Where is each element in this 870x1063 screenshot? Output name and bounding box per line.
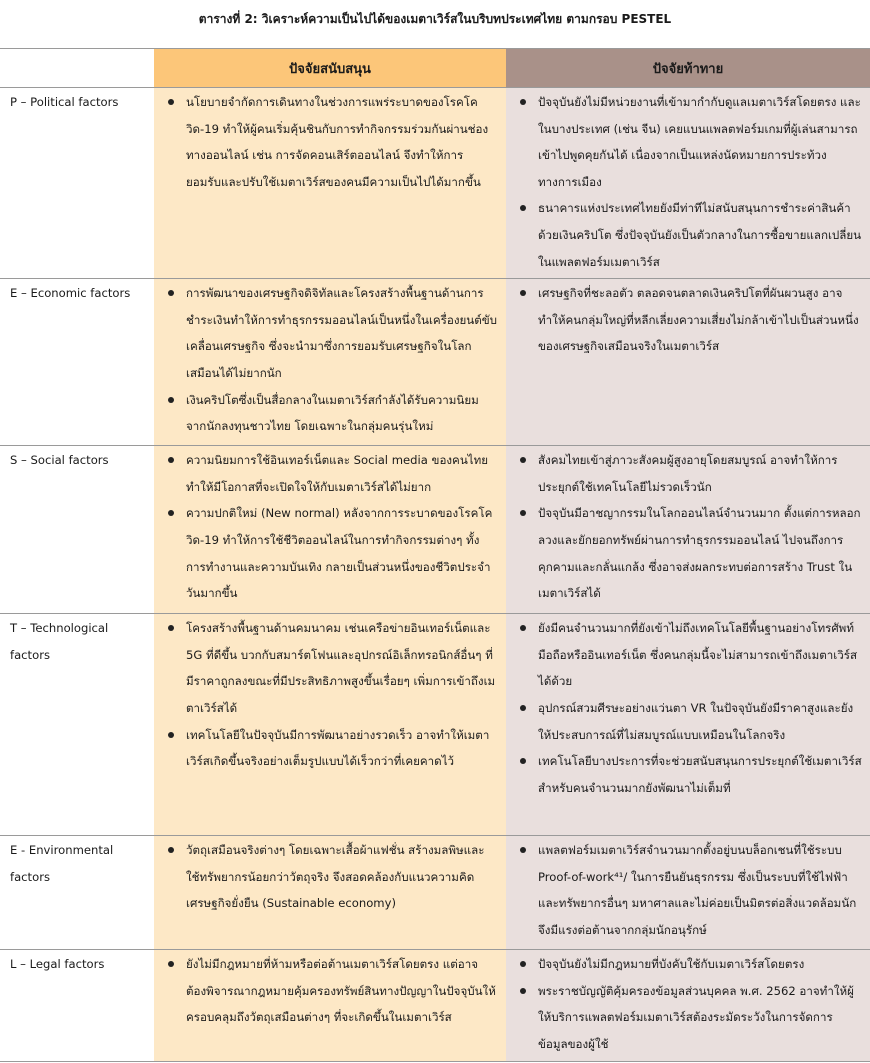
table-row-social [0, 446, 870, 614]
factor-cell: E – Economic factors [0, 279, 154, 446]
challenge-item: ยังมีคนจำนวนมากที่ยังเข้าไม่ถึงเทคโนโลยีพื้นฐานอย่างโทรศัพท์มือถือหรืออินเทอร์เน็ต ซึ่งคนกลุ่มนี้จะไม่สามารถเข้าถึงเมตาเวิร์สได้ด้วย [516, 615, 862, 695]
table-row-environmental [0, 836, 870, 950]
challenge-item: ปัจจุบันยังไม่มีหน่วยงานที่เข้ามากำกับดูแลเมตาเวิร์สโดยตรง และในบางประเทศ (เช่น จีน) เคยแบนแพลตฟอร์มเกมที่ผู้เล่นสามารถเข้าไปพูดคุยกันได้ เนื่องจากเป็นแหล่งนัดหมายการประท้วงทางการเมือง [516, 89, 862, 195]
header-row [0, 49, 870, 88]
factor-cell: E - Environmental factors [0, 836, 154, 950]
support-cell [154, 279, 506, 446]
factor-cell: T – Technological factors [0, 614, 154, 836]
support-cell [154, 88, 506, 279]
challenge-cell [506, 446, 870, 614]
challenge-item: อุปกรณ์สวมศีรษะอย่างแว่นตา VR ในปัจจุบันยังมีราคาสูงและยังให้ประสบการณ์ที่ไม่สมบูรณ์แบบเหมือนในโลกจริง [516, 695, 862, 748]
support-item: เทคโนโลยีในปัจจุบันมีการพัฒนาอย่างรวดเร็ว อาจทำให้เมตาเวิร์สเกิดขึ้นจริงอย่างเต็มรูปแบบได้เร็วกว่าที่เคยคาดไว้ [164, 722, 498, 775]
challenge-item: ปัจจุบันยังไม่มีกฎหมายที่บังคับใช้กับเมตาเวิร์สโดยตรง [516, 951, 862, 978]
challenge-cell [506, 88, 870, 279]
support-cell [154, 614, 506, 836]
support-item: ความปกติใหม่ (New normal) หลังจากการระบาดของโรคโควิด-19 ทำให้การใช้ชีวิตออนไลน์ในการทำกิจกรรมต่างๆ ทั้งการทำงานและความบันเทิง กลายเป็นส่วนหนึ่งของชีวิตประจำวันมากขึ้น [164, 500, 498, 606]
support-item: ยังไม่มีกฎหมายที่ห้ามหรือต่อต้านเมตาเวิร์สโดยตรง แต่อาจต้องพิจารณากฎหมายคุ้มครองทรัพย์สินทางปัญญาในปัจจุบันให้ครอบคลุมถึงวัตถุเสมือนต่างๆ ที่จะเกิดขึ้นในเมตาเวิร์ส [164, 951, 498, 1031]
support-cell [154, 950, 506, 1062]
factor-header [0, 49, 154, 88]
factor-cell: S – Social factors [0, 446, 154, 614]
challenge-cell [506, 614, 870, 836]
support-cell [154, 446, 506, 614]
pestel-table [0, 48, 870, 1062]
factor-cell: P – Political factors [0, 88, 154, 279]
support-item: นโยบายจำกัดการเดินทางในช่วงการแพร่ระบาดของโรคโควิด-19 ทำให้ผู้คนเริ่มคุ้นชินกับการทำกิจกรรมร่วมกันผ่านช่องทางออนไลน์ เช่น การจัดคอนเสิร์ตออนไลน์ จึงทำให้การยอมรับและปรับใช้เมตาเวิร์สของคนมีความเป็นไปได้มากขึ้น [164, 89, 498, 195]
support-item: เงินคริปโตซึ่งเป็นสื่อกลางในเมตาเวิร์สกำลังได้รับความนิยมจากนักลงทุนชาวไทย โดยเฉพาะในกลุ่มคนรุ่นใหม่ [164, 387, 498, 440]
table-row-economic [0, 279, 870, 446]
challenge-cell [506, 836, 870, 950]
challenge-item: สังคมไทยเข้าสู่ภาวะสังคมผู้สูงอายุโดยสมบูรณ์ อาจทำให้การประยุกต์ใช้เทคโนโลยีไม่รวดเร็วนัก [516, 447, 862, 500]
challenge-header: ปัจจัยท้าทาย [506, 49, 870, 88]
support-item: ความนิยมการใช้อินเทอร์เน็ตและ Social media ของคนไทย ทำให้มีโอกาสที่จะเปิดใจให้กับเมตาเวิร์สได้ไม่ยาก [164, 447, 498, 500]
challenge-item: เศรษฐกิจที่ชะลอตัว ตลอดจนตลาดเงินคริปโตที่ผันผวนสูง อาจทำให้คนกลุ่มใหญ่ที่หลีกเลี่ยงความเสี่ยงไม่กล้าเข้าไปเป็นส่วนหนึ่งของเศรษฐกิจเสมือนจริงในเมตาเวิร์ส [516, 280, 862, 360]
challenge-item: ธนาคารแห่งประเทศไทยยังมีท่าทีไม่สนับสนุนการชำระค่าสินค้าด้วยเงินคริปโต ซึ่งปัจจุบันยังเป็นตัวกลางในการซื้อขายแลกเปลี่ยนในแพลตฟอร์มเมตาเวิร์ส [516, 195, 862, 275]
factor-cell: L – Legal factors [0, 950, 154, 1062]
challenge-cell [506, 279, 870, 446]
table-row-political [0, 88, 870, 279]
challenge-item: แพลตฟอร์มเมตาเวิร์สจำนวนมากตั้งอยู่บนบล็อกเชนที่ใช้ระบบ Proof-of-work⁴¹/ ในการยืนยันธุรกรรม ซึ่งเป็นระบบที่ใช้ไฟฟ้าและทรัพยากรอื่นๆ มหาศาลและไม่ค่อยเป็นมิตรต่อสิ่งแวดล้อมนัก จึงมีแรงต่อต้านจากกลุ่มนักอนุรักษ์ [516, 837, 862, 943]
table-body [0, 88, 870, 1062]
support-header: ปัจจัยสนับสนุน [154, 49, 506, 88]
support-item: วัตถุเสมือนจริงต่างๆ โดยเฉพาะเสื้อผ้าแฟชั่น สร้างมลพิษและใช้ทรัพยากรน้อยกว่าวัตถุจริง จึงสอดคล้องกับแนวความคิดเศรษฐกิจยั่งยืน (Sustainable economy) [164, 837, 498, 917]
support-item: การพัฒนาของเศรษฐกิจดิจิทัลและโครงสร้างพื้นฐานด้านการชำระเงินทำให้การทำธุรกรรมออนไลน์เป็นหนึ่งในเครื่องยนต์ขับเคลื่อนเศรษฐกิจ ซึ่งจะนำมาซึ่งการยอมรับเศรษฐกิจในโลกเสมือนได้ไม่ยากนัก [164, 280, 498, 386]
challenge-cell [506, 950, 870, 1062]
table-row-legal [0, 950, 870, 1062]
support-cell [154, 836, 506, 950]
table-title: ตารางที่ 2: วิเคราะห์ความเป็นไปได้ของเมตาเวิร์สในบริบทประเทศไทย ตามกรอบ PESTEL [198, 12, 672, 26]
support-item: โครงสร้างพื้นฐานด้านคมนาคม เช่นเครือข่ายอินเทอร์เน็ตและ 5G ที่ดีขึ้น บวกกับสมาร์ตโฟนและอุปกรณ์อิเล็กทรอนิกส์อื่นๆ ที่มีราคาถูกลงขณะที่มีประสิทธิภาพสูงขึ้นเรื่อยๆ เพิ่มการเข้าถึงเมตาเวิร์สได้ [164, 615, 498, 721]
challenge-item: พระราชบัญญัติคุ้มครองข้อมูลส่วนบุคคล พ.ศ. 2562 อาจทำให้ผู้ให้บริการแพลตฟอร์มเมตาเวิร์สต้องระมัดระวังในการจัดการข้อมูลของผู้ใช้ [516, 978, 862, 1058]
table-row-technological [0, 614, 870, 836]
challenge-item: เทคโนโลยีบางประการที่จะช่วยสนับสนุนการประยุกต์ใช้เมตาเวิร์สสำหรับคนจำนวนมากยังพัฒนาไม่เต็มที่ [516, 748, 862, 801]
challenge-item: ปัจจุบันมีอาชญากรรมในโลกออนไลน์จำนวนมาก ตั้งแต่การหลอกลวงและยักยอกทรัพย์ผ่านการทำธุรกรรมออนไลน์ ไปจนถึงการคุกคามและกลั่นแกล้ง ซึ่งอาจส่งผลกระทบต่อการสร้าง Trust ในเมตาเวิร์สได้ [516, 500, 862, 606]
